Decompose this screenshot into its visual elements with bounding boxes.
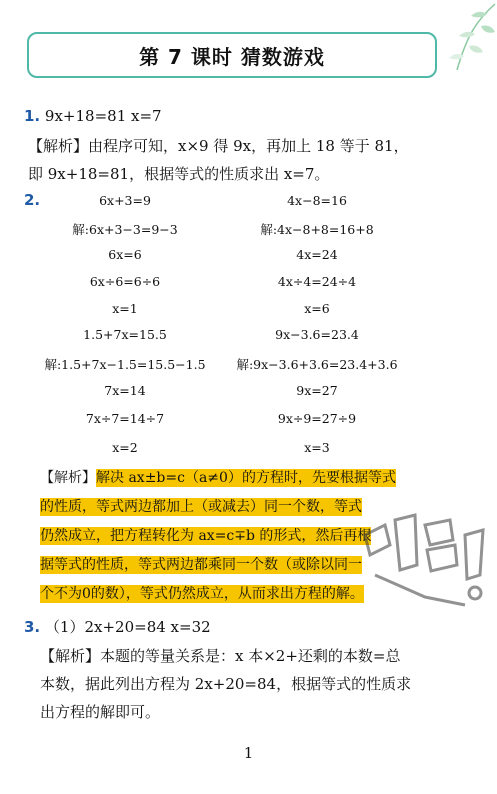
q2-analysis-text-1: 的性质，等式两边都加上（或减去）同一个数，等式 (40, 499, 362, 515)
q3-answer: （1）2x+20=84 x=32 (44, 618, 211, 636)
q2-right-step-7: 9x=27 (296, 383, 338, 398)
q2-left-step-6: 解:1.5+7x−1.5=15.5−1.5 (44, 357, 206, 372)
q2-right-step-3: 4x÷4=24÷4 (277, 274, 357, 289)
q2-left-step-0: 6x+3=9 (99, 193, 151, 208)
q2-analysis-text-4: 个不为0的数），等式仍然成立，从而求出方程的解。 (40, 586, 364, 602)
watermark-logo (355, 505, 495, 615)
q1-analysis-line1: 【解析】由程序可知，x×9 得 9x，再加上 18 等于 81， (28, 137, 409, 155)
q2-left-step-3: 6x÷6=6÷6 (89, 274, 161, 289)
q3-analysis-line1: 【解析】本题的等量关系是：x 本×2+还剩的本数=总 (40, 647, 401, 665)
q2-left-step-1: 解:6x+3−3=9−3 (72, 222, 178, 237)
page-title: 第 7 课时 猜数游戏 (139, 44, 325, 69)
q1-answer-line (24, 107, 162, 125)
q2-left-step-9: x=2 (112, 440, 138, 455)
title-box (27, 32, 437, 78)
q2-right-step-9: x=3 (304, 440, 330, 455)
q2-right-step-0: 4x−8=16 (287, 193, 347, 208)
q1-analysis-line2: 即 9x+18=81，根据等式的性质求出 x=7。 (28, 165, 330, 183)
q3-analysis-line2: 本数，据此列出方程为 2x+20=84，根据等式的性质求 (40, 675, 412, 693)
q2-left-step-8: 7x÷7=14÷7 (85, 411, 165, 426)
q3-analysis-line3: 出方程的解即可。 (40, 703, 161, 721)
q2-analysis-text-3: 据等式的性质，等式两边都乘同一个数（或除以同一 (40, 557, 362, 573)
q2-analysis-label: 【解析】 (40, 470, 96, 486)
q2-analysis-text-0: 解决 ax±b=c（a≠0）的方程时，先要根据等式 (96, 470, 396, 486)
q3-number: 3. (24, 618, 41, 636)
q2-right-step-2: 4x=24 (296, 247, 338, 262)
leaf-decoration-icon (437, 0, 497, 80)
q3-answer-line (24, 616, 211, 637)
q2-right-step-6: 解:9x−3.6+3.6=23.4+3.6 (236, 357, 398, 372)
q2-right-step-5: 9x−3.6=23.4 (275, 327, 359, 342)
q2-left-step-4: x=1 (112, 301, 138, 316)
q2-number-line (24, 191, 40, 209)
q2-left-step-7: 7x=14 (104, 383, 146, 398)
q2-number: 2. (24, 191, 41, 209)
q2-left-step-2: 6x=6 (108, 247, 142, 262)
page-number: 1 (243, 744, 254, 762)
q1-answer: 9x+18=81 x=7 (44, 107, 162, 125)
q2-left-step-5: 1.5+7x=15.5 (83, 327, 167, 342)
q2-right-step-1: 解:4x−8+8=16+8 (260, 222, 374, 237)
q2-right-step-4: x=6 (304, 301, 330, 316)
q1-number: 1. (24, 107, 41, 125)
q2-analysis-line-0 (40, 464, 472, 493)
q2-right-step-8: 9x÷9=27÷9 (277, 411, 357, 426)
q2-analysis-text-2: 仍然成立，把方程转化为 ax=c∓b 的形式，然后再根 (40, 528, 372, 544)
